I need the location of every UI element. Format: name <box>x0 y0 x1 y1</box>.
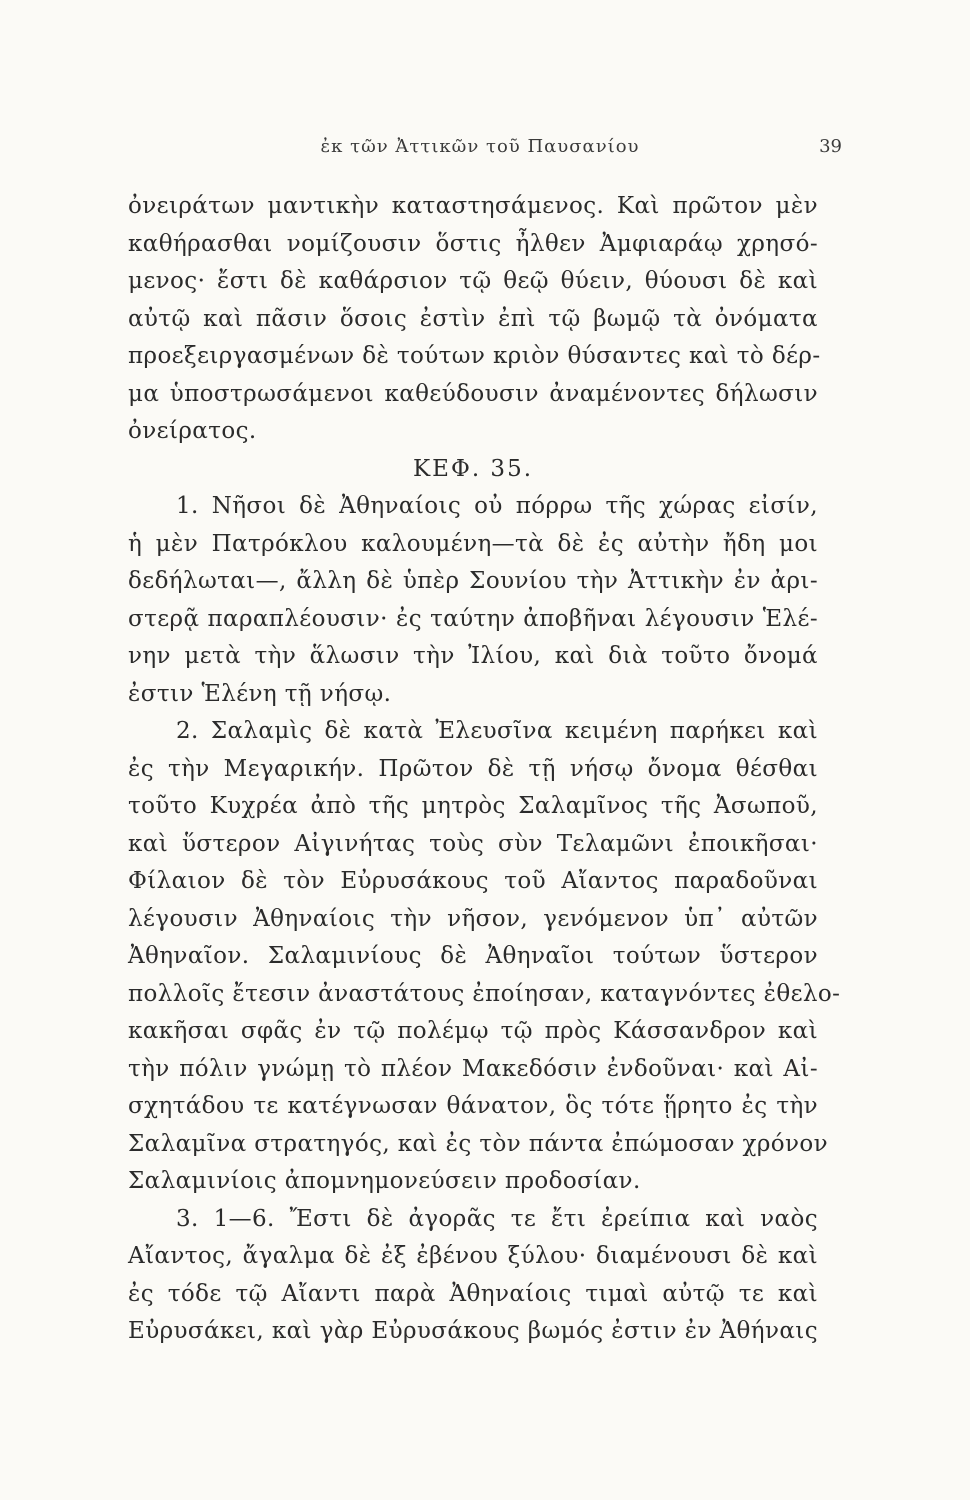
text-line: Ἀθηναῖον. Σαλαμινίους δὲ Ἀθηναῖοι τούτων ὕστερον <box>128 943 818 969</box>
text-line: μα ὑποστρωσάμενοι καθεύδουσιν ἀναμένοντες δήλωσιν <box>128 380 818 407</box>
text-line: Αἴαντος, ἄγαλμα δὲ ἐξ ἐβένου ξύλου· διαμένουσι δὲ καὶ <box>128 1243 818 1269</box>
text-line: κακῆσαι σφᾶς ἐν τῷ πολέμῳ τῷ πρὸς Κάσσανδρον καὶ <box>128 1018 818 1044</box>
text-line: τοῦτο Κυχρέα ἀπὸ τῆς μητρὸς Σαλαμῖνος τῆς Ἀσωποῦ, <box>128 793 818 819</box>
text-line: Φίλαιον δὲ τὸν Εὐρυσάκους τοῦ Αἴαντος παραδοῦναι <box>128 868 818 894</box>
text-line: μενος· ἔστι δὲ καθάρσιον τῷ θεῷ θύειν, θύουσι δὲ καὶ <box>128 268 818 294</box>
text-line: νην μετὰ τὴν ἅλωσιν τὴν Ἰλίου, καὶ διὰ τοῦτο ὄνομά <box>128 643 818 669</box>
text-line: ὀνειράτων μαντικὴν καταστησάμενος. Καὶ πρῶτον μὲν <box>128 193 818 219</box>
main-text <box>128 188 841 1351</box>
text-line: Εὐρυσάκει, καὶ γὰρ Εὐρυσάκους βωμός ἐστιν ἐν Ἀθήναις <box>128 1318 818 1344</box>
running-title: ἐκ τῶν Ἀττικῶν τοῦ Παυσανίου <box>320 136 640 157</box>
text-line: ὀνείρατος. <box>128 418 257 444</box>
text-line: ἐς τόδε τῷ Αἴαντι παρὰ Ἀθηναίοις τιμαὶ αὐτῷ τε καὶ <box>128 1280 818 1307</box>
text-line: προεξειργασμένων δὲ τούτων κριὸν θύσαντες καὶ τὸ δέρ- <box>128 343 821 369</box>
text-line: τὴν πόλιν γνώμῃ τὸ πλέον Μακεδόσιν ἐνδοῦναι· καὶ Αἰ- <box>128 1055 818 1082</box>
text-line: καθήρασθαι νομίζουσιν ὅστις ἦλθεν Ἀμφιαράῳ χρησό- <box>128 230 818 257</box>
paragraph-start: 1. Νῆσοι δὲ Ἀθηναίοις οὐ πόρρω τῆς χώρας εἰσίν, <box>176 493 818 519</box>
page-number: 39 <box>819 136 842 157</box>
text-line: δεδήλωται—, ἄλλη δὲ ὑπὲρ Σουνίου τὴν Ἀττικὴν ἐν ἀρι- <box>128 568 818 594</box>
text-line: στερᾷ παραπλέουσιν· ἐς ταύτην ἀποβῆναι λέγουσιν Ἑλέ- <box>128 605 818 632</box>
text-line: ἡ μὲν Πατρόκλου καλουμένη—τὰ δὲ ἐς αὐτὴν ἤδη μοι <box>128 530 818 557</box>
paragraph-start: 2. Σαλαμὶς δὲ κατὰ Ἐλευσῖνα κειμένη παρήκει καὶ <box>176 718 818 744</box>
text-line: αὐτῷ καὶ πᾶσιν ὅσοις ἐστὶν ἐπὶ τῷ βωμῷ τὰ ὀνόματα <box>128 305 818 332</box>
running-header <box>130 136 842 166</box>
text-line: ἐστιν Ἑλένη τῇ νήσῳ. <box>128 680 392 707</box>
paragraph-start: 3. 1—6. Ἔστι δὲ ἀγορᾶς τε ἔτι ἐρείπια καὶ ναὸς <box>176 1205 818 1232</box>
text-line: καὶ ὕστερον Αἰγινήτας τοὺς σὺν Τελαμῶνι ἐποικῆσαι· <box>128 830 818 857</box>
text-line: λέγουσιν Ἀθηναίοις τὴν νῆσον, γενόμενον ὑπ᾽ αὐτῶν <box>128 905 818 932</box>
text-line: Σαλαμινίοις ἀπομνημονεύσειν προδοσίαν. <box>128 1168 641 1194</box>
text-line: πολλοῖς ἔτεσιν ἀναστάτους ἐποίησαν, καταγνόντες ἐθελο- <box>128 980 841 1007</box>
chapter-heading: ΚΕΦ. 35. <box>412 455 534 482</box>
text-line: ἐς τὴν Μεγαρικήν. Πρῶτον δὲ τῇ νήσῳ ὄνομα θέσθαι <box>128 755 818 782</box>
text-line: Σαλαμῖνα στρατηγός, καὶ ἐς τὸν πάντα ἐπώμοσαν χρόνον <box>128 1130 829 1157</box>
text-line: σχητάδου τε κατέγνωσαν θάνατον, ὃς τότε ᾕρητο ἐς τὴν <box>128 1093 818 1119</box>
